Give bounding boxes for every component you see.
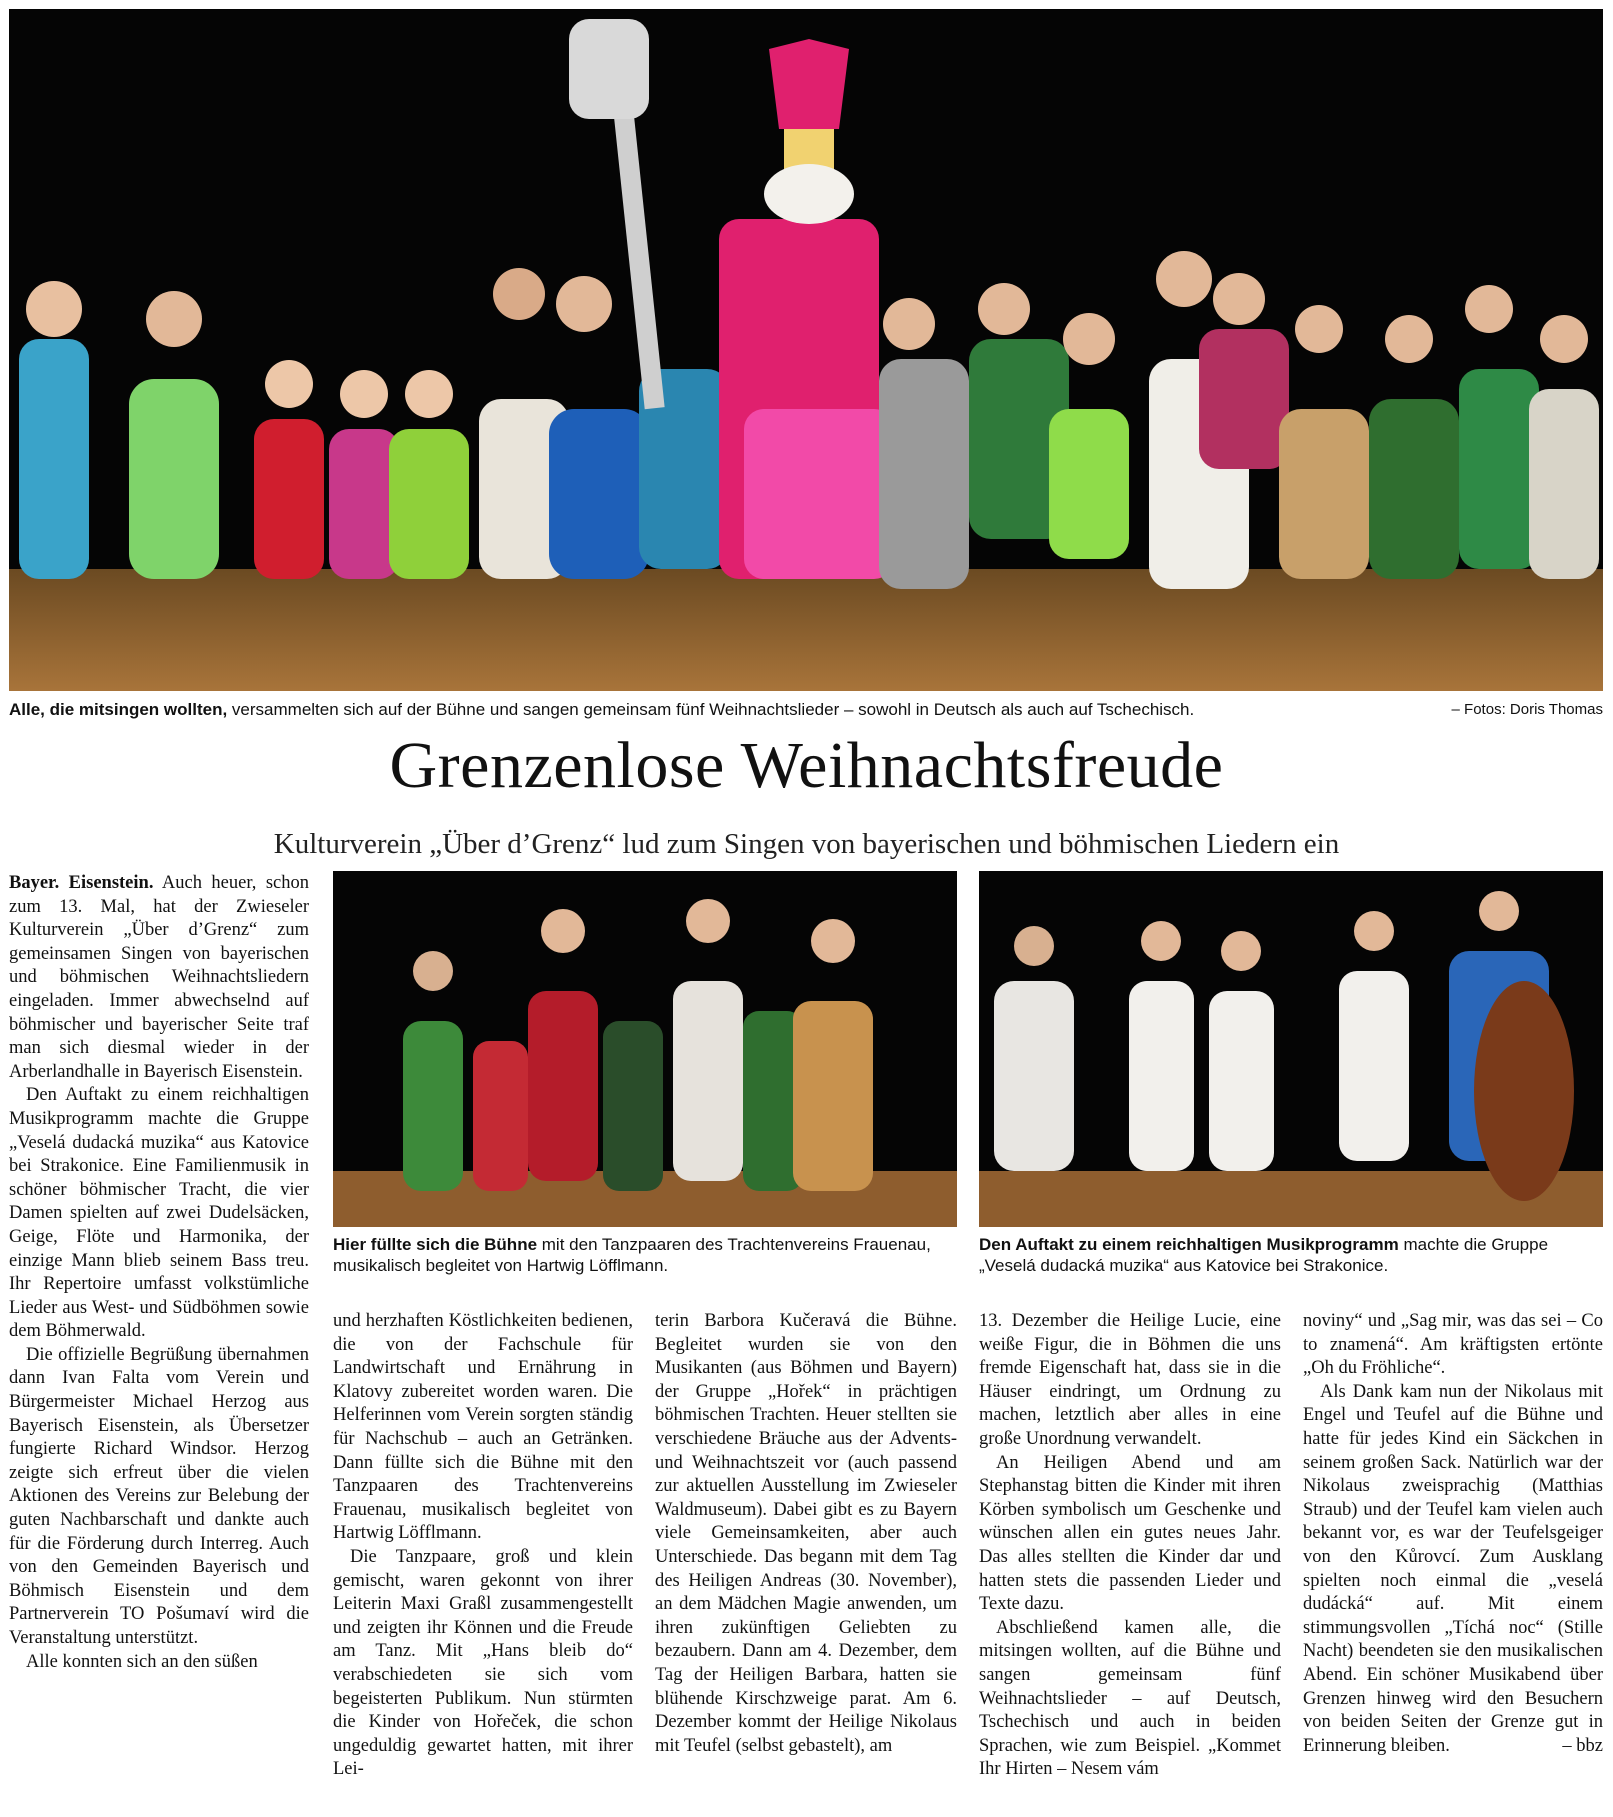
col1-paragraph-1: Bayer. Eisenstein. Auch heuer, schon zum 13. Mal, hat der Zwieseler Kulturverein „Über d’Grenz“ zum gemeinsamen Singen von bayerischen und böhmischen Weihnachtsliedern eingeladen. Immer abwechselnd auf böhmischer und bayerischer Seite traf man sich diesmal wieder in der Arberlandhalle in Bayerisch Eisenstein.	[9, 873, 309, 1082]
author-signature: – bbz	[1562, 1735, 1603, 1756]
top-photo	[9, 9, 1603, 691]
col5-paragraph-1: noviny“ und „Sag mir, was das sei – Co to znamená“. Am kräftigsten ertönte „Oh du Fröhliche“.	[1303, 1311, 1603, 1379]
col4-paragraph-2: An Heiligen Abend und am Stephanstag bitten die Kinder mit ihren Körben symbolisch um Geschenke und wünschen allen ein gutes neues Jahr. Das alles stellten die Kinder dar und hatten stets die passenden Lieder und Texte dazu.	[979, 1452, 1281, 1615]
column-5	[1303, 1310, 1603, 1817]
col2-paragraph-1: und herzhaften Köstlichkeiten bedienen, die von der Fachschule für Landwirtschaft und Ernährung in Klatovy zubereitet worden waren. Die Helferinnen vom Verein sorgten ständig für Nachschub – auch an Getränken. Dann füllte sich die Bühne mit den Tanzpaaren des Trachtenvereins Frauenau, musikalisch begleitet von Hartwig Löfflmann.	[333, 1311, 633, 1544]
subheadline: Kulturverein „Über d’Grenz“ lud zum Singen von bayerischen und böhmischen Liedern ein	[273, 828, 1340, 860]
col4-paragraph-1: 13. Dezember die Heilige Lucie, eine weiße Figur, die in Böhmen die uns fremde Eigenschaft hat, dass sie in die Häuser eindringt, um Ordnung zu machen, letztlich aber alles in eine große Unordnung verwandelt.	[979, 1311, 1281, 1449]
column-3	[655, 1310, 957, 1817]
col1-paragraph-2: Den Auftakt zu einem reichhaltigen Musikprogramm machte die Gruppe „Veselá dudacká muzika“ aus Katovice bei Strakonice. Eine Familienmusik in schöner böhmischer Tracht, die vier Damen spielten auf zwei Dudelsäcken, Geige, Flöte und Harmonika, der einzige Mann blieb seinem Bass treu. Ihr Repertoire umfasst volkstümliche Lieder aus West- und Südböhmen sowie dem Böhmerwald.	[9, 1085, 309, 1342]
col4-paragraph-3: Abschließend kamen alle, die mitsingen wollten, auf die Bühne und sangen gemeinsam fünf Weihnachtslieder – auf Deutsch, Tschechisch und auch in beiden Sprachen, wie zum Beispiel. „Kommet Ihr Hirten – Nesem vám	[979, 1617, 1281, 1780]
column-1	[9, 872, 309, 1817]
col3-paragraph-1: terin Barbora Kučeravá die Bühne. Begleitet wurden sie von den Musikanten (aus Böhmen und Bayern) der Gruppe „Hořek“ in prächtigen böhmischen Trachten. Heuer stellten sie verschiedene Bräuche aus der Advents- und Weihnachtszeit vor (auch passend zur aktuellen Ausstellung im Zwieseler Waldmuseum). Dabei gibt es zu Bayern viele Gemeinsamkeiten, aber auch Unterschiede. Das begann mit dem Tag des Heiligen Andreas (30. November), an dem Mädchen Magie anwenden, um ihren zukünftigen Geliebten zu bezaubern. Dann am 4. Dezember, dem Tag der Heiligen Barbara, hatten sie blühende Kirschzweige parat. Am 6. Dezember kommt der Heilige Nikolaus mit Teufel (selbst gebastelt), am	[655, 1311, 957, 1756]
col2-paragraph-2: Die Tanzpaare, groß und klein gemischt, waren gekonnt von ihrer Leiterin Maxi Graßl zusammengestellt und zeigten ihr Können und die Freude am Tanz. Mit „Hans bleib do“ verabschiedeten sie sich vom begeisterten Publikum. Nun stürmten die Kinder von Hořeček, die schon ungeduldig gewartet hatten, mit ihrer Lei-	[333, 1546, 633, 1780]
column-4	[979, 1310, 1281, 1817]
column-2	[333, 1310, 633, 1817]
col1-paragraph-3: Die offizielle Begrüßung übernahmen dann Ivan Falta vom Verein und Bürgermeister Michael Herzog aus Bayerisch Eisenstein, als Übersetzer fungierte Richard Windsor. Herzog zeigte sich erfreut über die vielen Aktionen des Vereins zur Belebung der guten Nachbarschaft und dankte auch für die Förderung durch Interreg. Auch von den Gemeinden Bayerisch und Böhmisch Eisenstein und dem Partnerverein TO Pošumaví wird die Veranstaltung unterstützt.	[9, 1344, 309, 1648]
col1-paragraph-4: Alle konnten sich an den süßen	[26, 1651, 258, 1672]
photo-credit: – Fotos: Doris Thomas	[1451, 701, 1603, 718]
music-photo	[979, 871, 1603, 1227]
top-photo-caption: Alle, die mitsingen wollten, versammelten sich auf der Bühne und sangen gemeinsam fünf Weihnachtslieder – sowohl in Deutsch als auch auf Tschechisch.	[9, 700, 1195, 719]
dance-photo	[333, 871, 957, 1227]
dance-photo-caption: Hier füllte sich die Bühne mit den Tanzpaaren des Trachtenvereins Frauenau, musikalisch begleitet von Hartwig Löfflmann.	[333, 1235, 931, 1275]
headline: Grenzenlose Weihnachtsfreude	[389, 729, 1224, 802]
col5-paragraph-2: Als Dank kam nun der Nikolaus mit Engel und Teufel auf die Bühne und hatte für jedes Kind ein Säckchen in seinem großen Sack. Natürlich war der Nikolaus zweisprachig (Matthias Straub) und der Teufel kam vielen auch bekannt vor, es war der Teufelsgeiger von den Kůrovcí. Zum Ausklang spielten noch einmal die „veselá dudácká“ auf. Mit einem stimmungsvollen „Tíchá noc“ (Stille Nacht) beendeten sie den musikalischen Abend. Ein schöner Musikabend über Grenzen hinweg wird den Besuchern von beiden Seiten der Grenze gut in Erinnerung bleiben. – bbz	[1303, 1381, 1603, 1759]
music-photo-caption: Den Auftakt zu einem reichhaltigen Musikprogramm machte die Gruppe „Veselá dudacká muzika“ aus Katovice bei Strakonice.	[979, 1235, 1549, 1275]
